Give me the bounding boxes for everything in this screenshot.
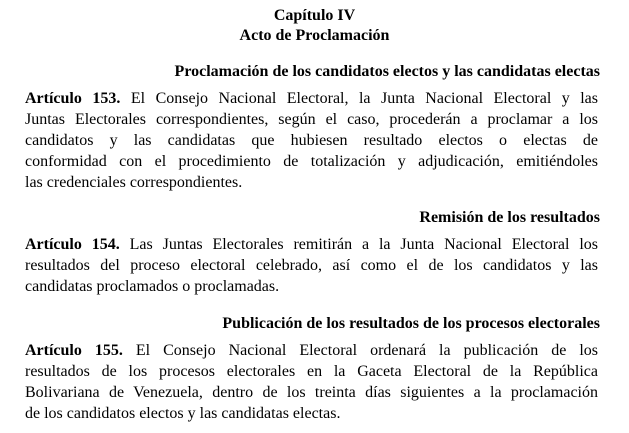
article-154-label: Artículo 154. <box>25 236 120 253</box>
article-153-line-3: candidatos y las candidatas que hubiesen resultado electos o electas de <box>25 132 598 149</box>
article-153-label: Artículo 153. <box>25 90 121 107</box>
article-155 <box>25 340 598 424</box>
article-155-line-2: resultados de los procesos electorales en la Gaceta Electoral de la República <box>25 363 598 380</box>
article-155-line-1: Artículo 155. El Consejo Nacional Electoral ordenará la publicación de los <box>25 342 599 359</box>
article-155-label: Artículo 155. <box>25 342 123 359</box>
article-154 <box>25 234 598 297</box>
article-154-line-1: Artículo 154. Las Juntas Electorales remitirán a la Junta Nacional Electoral los <box>25 236 599 253</box>
article-153 <box>25 88 598 193</box>
chapter-title: Capítulo IV <box>273 7 356 24</box>
article-153-line-5: las credenciales correspondientes. <box>25 174 243 191</box>
section-heading-publication: Publicación de los resultados de los procesos electorales <box>222 315 600 332</box>
article-154-line-3: candidatas proclamados o proclamadas. <box>25 278 280 295</box>
article-153-line-4: conformidad con el procedimiento de totalización y adjudicación, emitiéndoles <box>25 153 598 170</box>
article-155-line-4: de los candidatos electos y las candidatas electas. <box>25 405 341 422</box>
section-heading-proclamation: Proclamación de los candidatos electos y las candidatas electas <box>174 63 600 80</box>
section-heading-remission: Remisión de los resultados <box>419 209 600 226</box>
article-153-line-1: Artículo 153. El Consejo Nacional Electoral, la Junta Nacional Electoral y las <box>25 90 599 107</box>
article-154-line-2: resultados del proceso electoral celebrado, así como el de los candidatos y las <box>25 257 598 274</box>
article-155-line-3: Bolivariana de Venezuela, dentro de los treinta días siguientes a la proclamación <box>25 384 598 401</box>
article-153-line-2: Juntas Electorales correspondientes, según el caso, procederán a proclamar a los <box>25 111 598 128</box>
chapter-subtitle: Acto de Proclamación <box>239 27 390 44</box>
